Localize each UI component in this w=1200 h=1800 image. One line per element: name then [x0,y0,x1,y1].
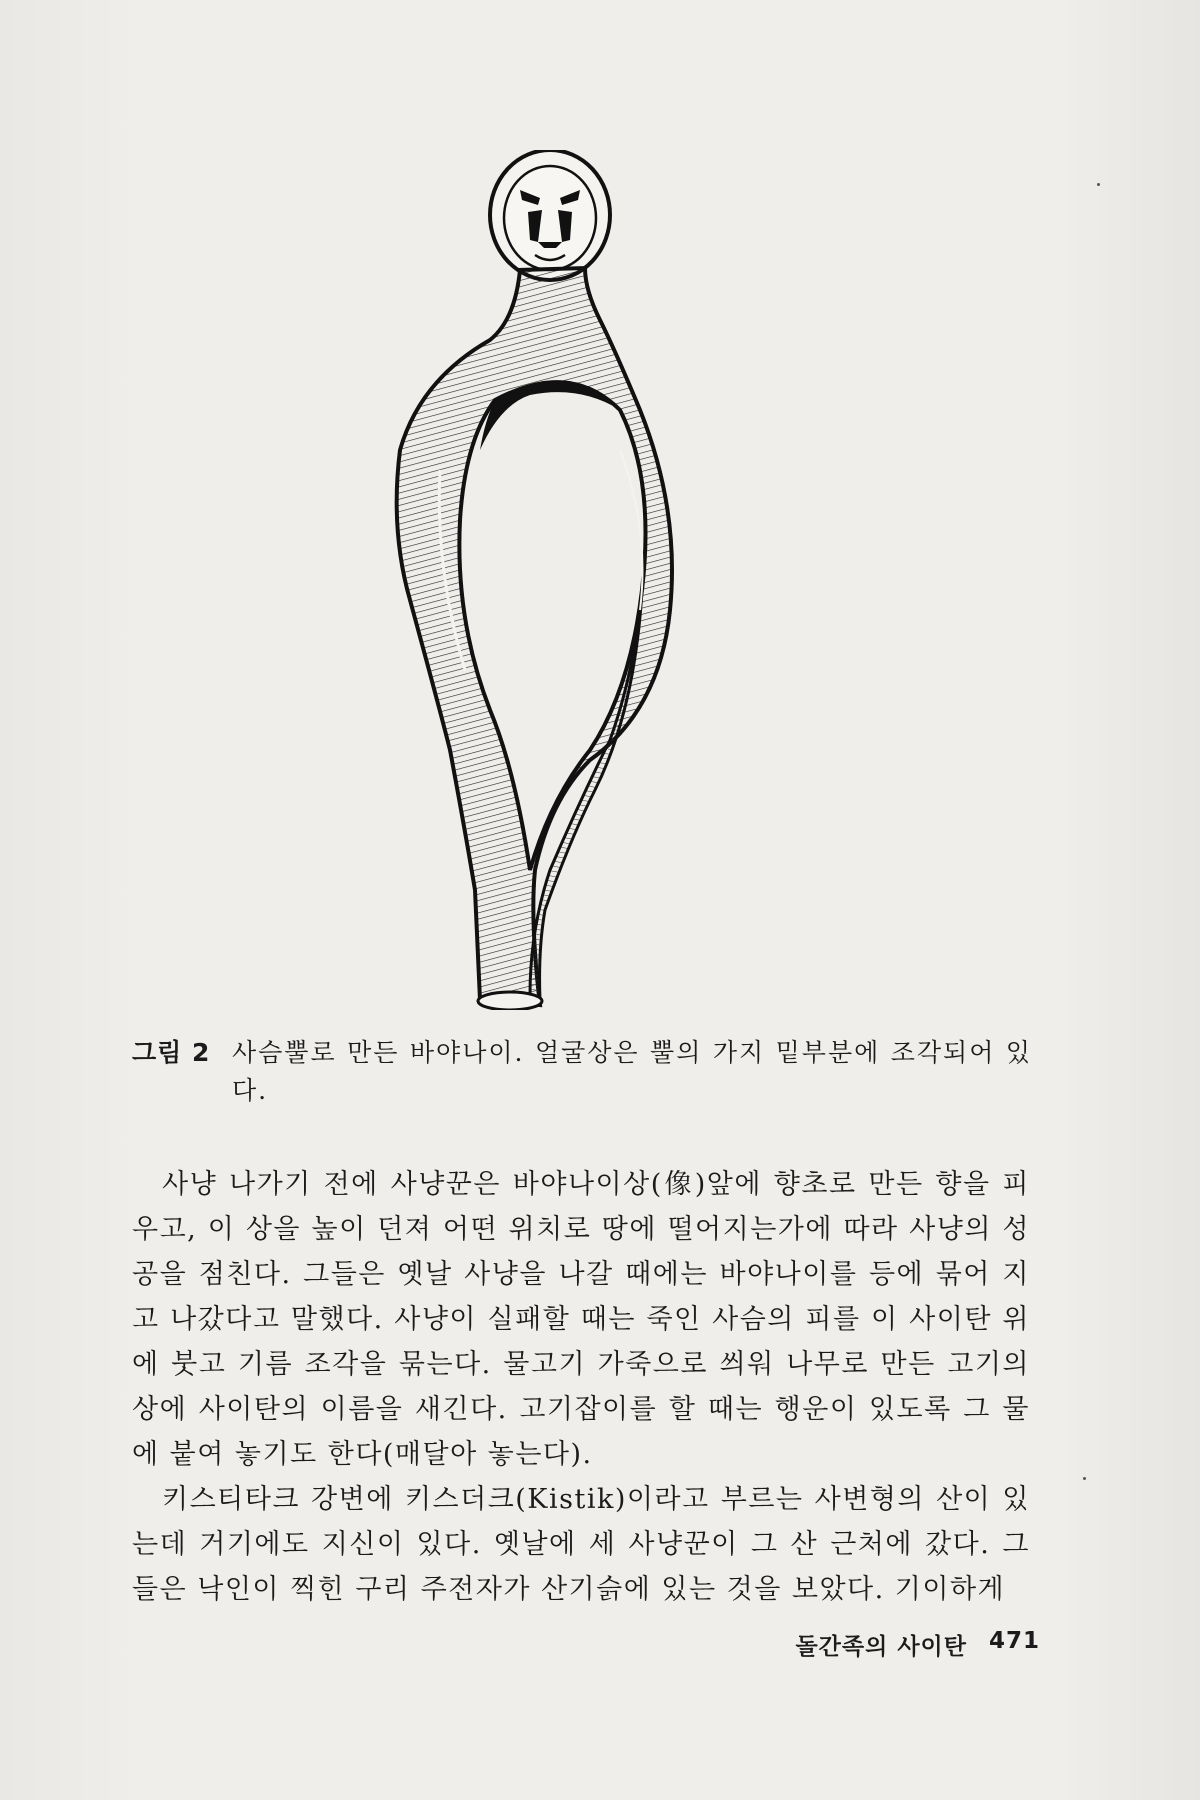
scan-speck [1083,1477,1086,1480]
caption-label: 그림 2 [132,1038,211,1067]
body-text [132,1162,1030,1612]
figure-caption [132,1034,1032,1110]
figure-illustration [380,150,820,1010]
scan-speck [1097,183,1100,186]
antler-idol-drawing [380,150,820,1010]
paragraph-2: 키스티타크 강변에 키스더크(Kistik)이라고 부르는 사변형의 산이 있는데 거기에도 지신이 있다. 옛날에 세 사냥꾼이 그 산 근처에 갔다. 그들은 낙인이 찍힌 구리 주전자가 산기슭에 있는 것을 보았다. 기이하게 [132,1484,1030,1605]
page-number: 471 [988,1628,1040,1654]
caption-text: 사슴뿔로 만든 바야나이. 얼굴상은 뿔의 가지 밑부분에 조각되어 있다. [232,1038,1032,1105]
page-footer [760,1628,1040,1661]
paragraph-1: 사냥 나가기 전에 사냥꾼은 바야나이상(像)앞에 향초로 만든 향을 피우고, 이 상을 높이 던져 어떤 위치로 땅에 떨어지는가에 따라 사냥의 성공을 점친다. 그들은 옛날 사냥을 나갈 때에는 바야나이를 등에 묶어 지고 나갔다고 말했다. 사냥이 실패할 때는 죽인 사슴의 피를 이 사이탄 위에 붓고 기름 조각을 묶는다. 물고기 가죽으로 씌워 나무로 만든 고기의 상에 사이탄의 이름을 새긴다. 고기잡이를 할 때는 행운이 있도록 그 물에 붙여 놓기도 한다(매달아 놓는다). [132,1169,1030,1470]
running-title: 돌간족의 사이탄 [795,1634,967,1660]
